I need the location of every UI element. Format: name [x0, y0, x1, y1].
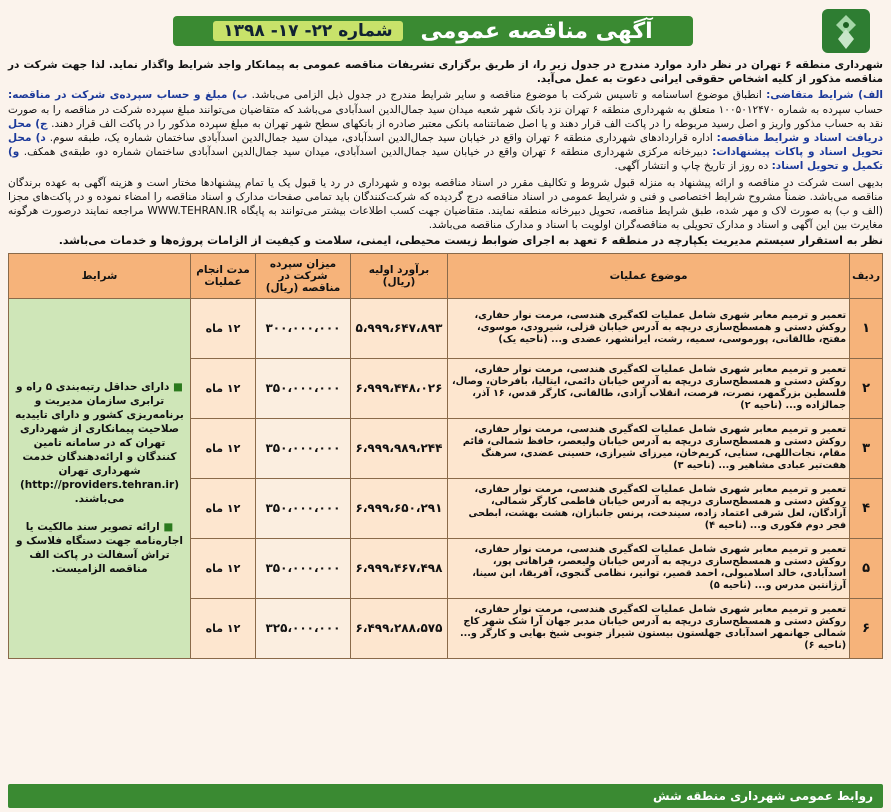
row-duration: ۱۲ ماه: [191, 298, 256, 358]
table-row: [9, 298, 883, 358]
row-number: ۲: [850, 358, 883, 418]
row-deposit: ۳۵۰،۰۰۰،۰۰۰: [256, 538, 351, 598]
section-b-label: ب) مبلغ و حساب سپرده‌ی شرکت در مناقصه:: [8, 89, 248, 102]
section-d-label: د) محل تحویل اسناد و پاکات پیشنهادات:: [8, 132, 883, 159]
row-subject: تعمیر و ترمیم معابر شهری شامل عملیات لکه‌گیری هندسی، مرمت نوار حفاری، روکش دستی و همسطح‌سازی دریچه به آدرس خیابان ولیعصر، فراهانی پور، اسدآبادی، خالد اسلامبولی، احمد قصیر، توانیر، نظامی گنجوی، آفریقا، ابن سینا، آرژانتین مدرس و... (ناحیه ۵): [448, 538, 850, 598]
announcement-text: [8, 58, 883, 249]
section-b-text: حساب سپرده به شماره ۱۰۰۵۰۱۲۴۷۰ متعلق به شهرداری منطقه ۶ تهران نزد بانک شهر شعبه میدان سید جمال‌الدین اسدآبادی می‌باشد که متقاضیان می‌توانند مبلغ سپرده شرکت در مناقصه را به صورت نقد به حساب مذکور واریز و اصل رسید مربوطه را در پاکت الف قرار دهند و یا اصل ضمانتنامه بانکی معتبر صادره از بانکهای سطح شهر تهران به مبلغ سپرده مذکور را در پاکت الف قرار دهند.: [8, 103, 884, 130]
col-deposit: میزان سپرده شرکت در مناقصه (ریال): [256, 253, 351, 298]
row-subject: تعمیر و ترمیم معابر شهری شامل عملیات لکه‌گیری هندسی، مرمت نوار حفاری، روکش دستی و همسطح‌سازی دریچه به آدرس خیابان فاطمی کارگر شمالی، آزادگان، لعل شرقی اعتماد زاده، سیندخت، پرنس جانبازان، هشت بهشت، ابطحی فجر دوم فکوری و... (ناحیه ۴): [448, 478, 850, 538]
conditions-paragraph: [8, 88, 883, 173]
footer-banner: [8, 784, 883, 808]
row-deposit: ۳۵۰،۰۰۰،۰۰۰: [256, 358, 351, 418]
body-paragraph: بدیهی است شرکت در مناقصه و ارائه پیشنهاد به منزله قبول شروط و تکالیف مقرر در اسناد مناقصه بوده و شهرداری در رد یا قبول یک یا تمام پیشنهادها مختار است و هزینه آگهی به عهده برندگان مناقصه می‌باشد. ضمناً مشروح شرایط اختصاصی و فنی و شرایط عمومی در اسناد مناقصه درج گردیده که شرکت‌کنندگان باید تمامی صفحات مدارک و اسناد مناقصه را امضاء نموده و در پاکت‌های مجزا (الف و ب) به صورت لاک و مهر شده، طبق شرایط مناقصه، تحویل دبیرخانه منطقه نمایند. متقاضیان جهت کسب اطلاعات بیشتر می‌توانند به پایگاه WWW.TEHRAN.IR مراجعه نمایند درصورت هرگونه مغایرت بین این آگهی و اسناد و مدارک تحویلی به مناقصه‌گران اولویت با اسناد و مدارک مناقصه می‌باشد.: [8, 176, 883, 232]
row-subject: تعمیر و ترمیم معابر شهری شامل عملیات لکه‌گیری هندسی، مرمت نوار حفاری، روکش دستی و همسطح‌سازی دریچه به آدرس خیابان قزلی، شیرودی، موسوی، مفتح، طالقانی، پورموسی، سمیه، رشت، ایرانشهر، عضدی و... (ناحیه یک): [448, 298, 850, 358]
row-subject: تعمیر و ترمیم معابر شهری شامل عملیات لکه‌گیری هندسی، مرمت نوار حفاری، روکش دستی و همسطح‌سازی دریچه به آدرس خیابان ولیعصر، حافظ شمالی، قائم مقام، نجات‌اللهی، سنایی، کریم‌خان، میرزای شیرازی، حسینی عضدی، سرهنگ هفت‌تیر عبادی مشاهیر و... (ناحیه ۳): [448, 418, 850, 478]
row-deposit: ۳۵۰،۰۰۰،۰۰۰: [256, 478, 351, 538]
intro-paragraph: شهرداری منطقه ۶ تهران در نظر دارد موارد مندرج در جدول زیر را، از طریق برگزاری تشریفات مناقصه عمومی به پیمانکار واجد شرایط واگذار نماید. لذا جهت شرکت در مناقصه مذکور از کلیه اشخاص حقوقی ایرانی دعوت به عمل می‌آید.: [8, 59, 883, 86]
bullet-icon: ■: [173, 381, 183, 394]
section-c-label: ج) محل دریافت اسناد و شرایط مناقصه:: [8, 117, 883, 145]
col-duration: مدت انجام عملیات: [191, 253, 256, 298]
commitment-line: نظر به استقرار سیستم مدیریت یکپارچه در منطقه ۶ تعهد به اجرای ضوابط زیست محیطی، ایمنی، سلامت و کیفیت از الزامات پروژه‌ها و خدمات می‌باشد.: [58, 234, 883, 248]
section-a-label: الف) شرایط متقاضی:: [766, 89, 884, 102]
section-a-text: انطباق موضوع اساسنامه و تاسیس شرکت با موضوع مناقصه و سایر شرایط مندرج در جدول ذیل الزامی می‌باشد.: [251, 89, 762, 102]
row-estimate: ۶،۹۹۹،۹۸۹،۲۴۴: [351, 418, 448, 478]
row-duration: ۱۲ ماه: [191, 418, 256, 478]
row-number: ۵: [850, 538, 883, 598]
condition-ownership: ارائه تصویر سند مالکیت یا اجاره‌نامه جهت دستگاه فلاسک و تراش آسفالت در پاکت الف مناقصه الزامیست.: [15, 521, 184, 576]
section-d-text: دبیرخانه مرکزی شهرداری منطقه ۶ تهران واقع در خیابان سید جمال‌الدین اسدآبادی، میدان سید جمال‌الدین اسدآبادی ساختمان شماره دو، طبقه‌ی همکف.: [23, 146, 708, 159]
row-subject: تعمیر و ترمیم معابر شهری شامل عملیات لکه‌گیری هندسی، مرمت نوار حفاری، روکش دستی و همسطح‌سازی دریچه به آدرس خیابان دائمی، ایتالیا، بافرخان، وصال، فلسطین بزرگمهر، نصرت، فرصت، انقلاب آزادی، طالقانی، کارگر قدس، ۱۶ آذر، جمالزاده و... (ناحیه ۲): [448, 358, 850, 418]
row-deposit: ۳۵۰،۰۰۰،۰۰۰: [256, 418, 351, 478]
section-e-text: ده روز از تاریخ چاپ و انتشار آگهی.: [614, 160, 769, 173]
row-duration: ۱۲ ماه: [191, 538, 256, 598]
condition-rank: دارای حداقل رتبه‌بندی ۵ راه و ترابری سازمان مدیریت و برنامه‌ریزی کشور و دارای تاییدیه صلاحیت پیمانکاری از شهرداری تهران که در سامانه تامین کنندگان و ارائه‌دهندگان خدمت شهرداری تهران (http://providers.tehran.ir) می‌باشند.: [15, 381, 184, 506]
col-conditions: شرایط: [9, 253, 191, 298]
row-number: ۴: [850, 478, 883, 538]
row-estimate: ۶،۹۹۹،۴۶۷،۴۹۸: [351, 538, 448, 598]
row-estimate: ۵،۹۹۹،۶۴۷،۸۹۳: [351, 298, 448, 358]
row-number: ۱: [850, 298, 883, 358]
tehran-municipality-logo-icon: [815, 6, 877, 56]
col-estimate: برآورد اولیه (ریال): [351, 253, 448, 298]
header: [8, 6, 883, 58]
row-estimate: ۶،۹۹۹،۶۵۰،۲۹۱: [351, 478, 448, 538]
table-header-row: [9, 253, 883, 298]
row-estimate: ۶،۴۹۹،۲۸۸،۵۷۵: [351, 598, 448, 658]
row-number: ۶: [850, 598, 883, 658]
row-subject: تعمیر و ترمیم معابر شهری شامل عملیات لکه‌گیری هندسی، مرمت نوار حفاری، روکش دستی و همسطح‌سازی دریچه به آدرس خیابان مدبر جهان آرا شک شهر کاج شمالی جهانمهر اسدآبادی جهلستون بیستون شیراز جنوبی شیخ بهایی و کارگر و... (ناحیه ۶): [448, 598, 850, 658]
row-duration: ۱۲ ماه: [191, 598, 256, 658]
title-banner: [173, 16, 693, 46]
row-duration: ۱۲ ماه: [191, 478, 256, 538]
row-deposit: ۳۲۵،۰۰۰،۰۰۰: [256, 598, 351, 658]
row-number: ۳: [850, 418, 883, 478]
section-e-label: و) تکمیل و تحویل اسناد:: [8, 146, 883, 173]
tender-table: [8, 253, 883, 659]
row-duration: ۱۲ ماه: [191, 358, 256, 418]
bullet-icon: ■: [163, 521, 174, 534]
tender-number: شماره ۲۲- ۱۷- ۱۳۹۸: [213, 21, 402, 41]
row-deposit: ۳۰۰،۰۰۰،۰۰۰: [256, 298, 351, 358]
page-title: آگهی مناقصه عمومی: [420, 18, 653, 44]
section-c-text: اداره قراردادهای شهرداری منطقه ۶ تهران واقع در خیابان سید جمال‌الدین اسدآبادی، میدان سید جمال‌الدین اسدآبادی ساختمان شماره یک، طبقه سوم.: [49, 132, 713, 145]
col-subject: موضوع عملیات: [448, 253, 850, 298]
row-estimate: ۶،۹۹۹،۴۴۸،۰۲۶: [351, 358, 448, 418]
col-row: ردیف: [850, 253, 883, 298]
footer-credit: روابط عمومی شهرداری منطقه شش: [653, 789, 873, 803]
conditions-cell: [9, 298, 191, 658]
